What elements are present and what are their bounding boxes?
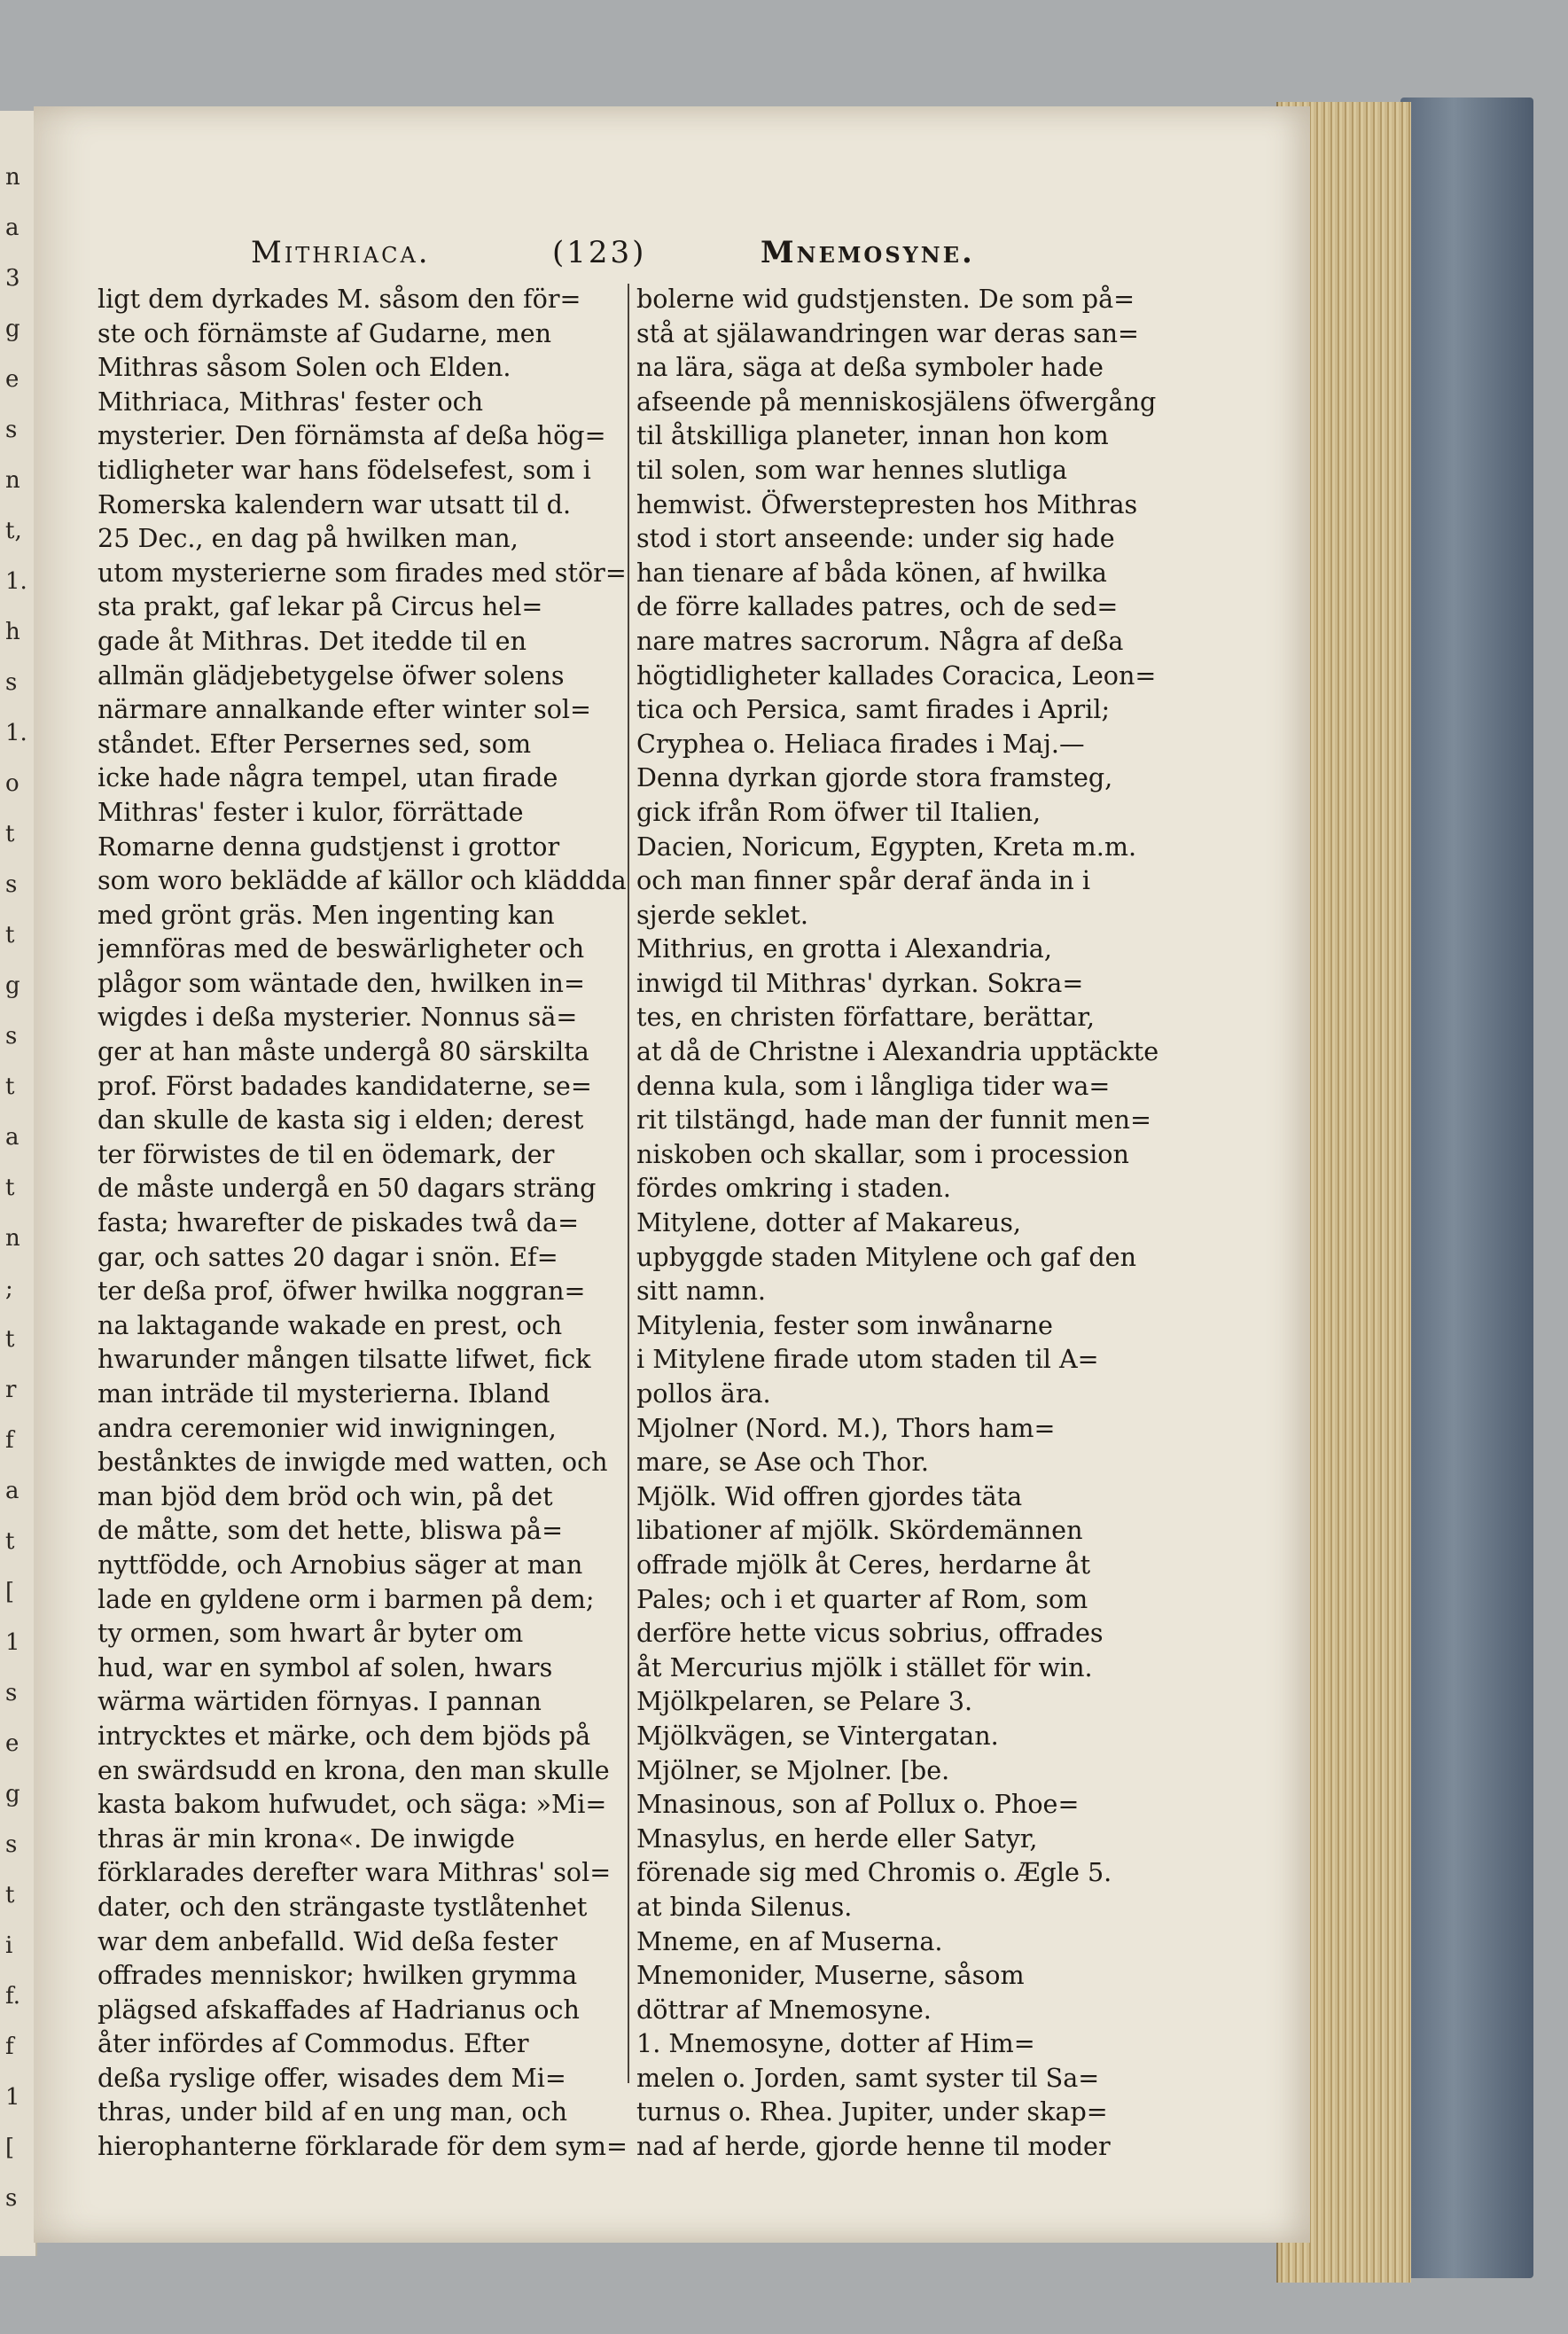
- text-line: dan skulle de kasta sig i elden; derest: [98, 1105, 584, 1136]
- margin-fragment: a: [5, 1478, 20, 1504]
- text-line: Mithras såsom Solen och Elden.: [98, 352, 511, 383]
- text-line: kasta bakom hufwudet, och säga: »Mi=: [98, 1789, 607, 1820]
- text-line: och man finner spår deraf ända in i: [636, 865, 1091, 896]
- header-right-word: Mnemosyne.: [761, 235, 975, 270]
- margin-fragment: s: [5, 871, 18, 898]
- book-page: [34, 106, 1310, 2243]
- text-line: Denna dyrkan gjorde stora framsteg,: [636, 762, 1113, 793]
- text-line: Pales; och i et quarter af Rom, som: [636, 1583, 1088, 1614]
- margin-fragment: a: [5, 1124, 20, 1151]
- text-line: närmare annalkande efter winter sol=: [98, 694, 592, 725]
- text-line: andra ceremonier wid inwigningen,: [98, 1412, 557, 1443]
- text-line: högtidligheter kallades Coracica, Leon=: [636, 660, 1157, 691]
- text-line: at då de Christne i Alexandria upptäckte: [636, 1036, 1159, 1067]
- text-line: upbyggde staden Mitylene och gaf den: [636, 1241, 1137, 1272]
- text-line: Mitylene, dotter af Makareus,: [636, 1207, 1022, 1238]
- text-line: mare, se Ase och Thor.: [636, 1447, 930, 1478]
- text-line: Mithriaca, Mithras' fester och: [98, 386, 484, 417]
- right-column: [636, 282, 1190, 2164]
- margin-fragment: t: [5, 1528, 15, 1555]
- text-line: åt Mercurius mjölk i stället för win.: [636, 1651, 1093, 1682]
- text-line: na lära, säga at deßa symboler hade: [636, 352, 1104, 383]
- text-line: Mnemonider, Muserne, såsom: [636, 1960, 1025, 1991]
- text-line: ste och förnämste af Gudarne, men: [98, 317, 552, 348]
- margin-fragment: t: [5, 1882, 15, 1909]
- text-line: til åtskilliga planeter, innan hon kom: [636, 420, 1109, 451]
- margin-fragment: s: [5, 669, 18, 696]
- header-left-word: Mithriaca.: [251, 235, 431, 270]
- text-line: Romerska kalendern war utsatt til d.: [98, 488, 572, 519]
- left-column: [98, 282, 629, 2164]
- text-line: ter deßa prof, öfwer hwilka noggran=: [98, 1276, 586, 1307]
- text-line: gick ifrån Rom öfwer til Italien,: [636, 796, 1041, 827]
- text-line: wärma wärtiden förnyas. I pannan: [98, 1686, 542, 1717]
- text-line: Mjölkvägen, se Vintergatan.: [636, 1720, 999, 1751]
- text-line: ståndet. Efter Persernes sed, som: [98, 728, 532, 759]
- text-line: utom mysterierne som firades med stör=: [98, 557, 627, 588]
- text-line: de förre kallades patres, och de sed=: [636, 591, 1119, 622]
- text-line: en swärdsudd en krona, den man skulle: [98, 1754, 610, 1785]
- margin-fragment: r: [5, 1377, 17, 1403]
- margin-fragment: 3: [5, 265, 20, 292]
- margin-fragment: f: [5, 1427, 14, 1454]
- text-line: plägsed afskaffades af Hadrianus och: [98, 1994, 580, 2025]
- text-line: stå at själawandringen war deras san=: [636, 317, 1139, 348]
- margin-fragment: t: [5, 1326, 15, 1353]
- text-line: prof. Först badades kandidaterne, se=: [98, 1070, 592, 1101]
- text-line: intrycktes et märke, och dem bjöds på: [98, 1720, 591, 1751]
- text-line: inwigd til Mithras' dyrkan. Sokra=: [636, 967, 1084, 998]
- margin-fragment: s: [5, 1831, 18, 1858]
- margin-fragment: 1: [5, 1629, 20, 1656]
- margin-fragment: t: [5, 1073, 15, 1100]
- text-line: i Mitylene firade utom staden til A=: [636, 1344, 1099, 1375]
- text-line: melen o. Jorden, samt syster til Sa=: [636, 2062, 1100, 2093]
- text-line: 25 Dec., en dag på hwilken man,: [98, 523, 519, 554]
- text-line: nyttfödde, och Arnobius säger at man: [98, 1549, 583, 1580]
- margin-fragment: f: [5, 2033, 14, 2060]
- text-line: 1. Mnemosyne, dotter af Him=: [636, 2028, 1035, 2059]
- margin-fragment: s: [5, 1680, 18, 1706]
- text-line: tes, en christen författare, berättar,: [636, 1002, 1096, 1033]
- margin-fragment: t: [5, 922, 15, 948]
- text-line: åter infördes af Commodus. Efter: [98, 2028, 529, 2059]
- text-line: jemnföras med de beswärligheter och: [98, 933, 585, 964]
- text-line: war dem anbefalld. Wid deßa fester: [98, 1925, 558, 1956]
- text-line: de måtte, som det hette, bliswa på=: [98, 1515, 564, 1546]
- previous-page-edge: [0, 111, 37, 2256]
- text-line: hud, war en symbol af solen, hwars: [98, 1651, 553, 1682]
- margin-fragment: f.: [5, 1983, 20, 2010]
- text-line: Mnasinous, son af Pollux o. Phoe=: [636, 1789, 1080, 1820]
- book-cover: [1400, 98, 1533, 2278]
- text-line: ligt dem dyrkades M. såsom den för=: [98, 284, 581, 314]
- margin-fragment: g: [5, 1781, 20, 1807]
- margin-fragment: s: [5, 1023, 18, 1050]
- text-line: wigdes i deßa mysterier. Nonnus sä=: [98, 1002, 578, 1033]
- text-line: förklarades derefter wara Mithras' sol=: [98, 1857, 612, 1888]
- text-line: nare matres sacrorum. Några af deßa: [636, 625, 1124, 656]
- text-line: ty ormen, som hwart år byter om: [98, 1618, 524, 1649]
- margin-fragment: t: [5, 1175, 15, 1201]
- text-line: gar, och sattes 20 dagar i snön. Ef=: [98, 1241, 558, 1272]
- text-line: med grönt gräs. Men ingenting kan: [98, 899, 555, 930]
- margin-fragment: t: [5, 821, 15, 847]
- text-line: lade en gyldene orm i barmen på dem;: [98, 1583, 595, 1614]
- text-line: hierophanterne förklarade för dem sym=: [98, 2131, 628, 2162]
- text-line: Cryphea o. Heliaca firades i Maj.—: [636, 728, 1085, 759]
- margin-fragment: s: [5, 417, 18, 443]
- text-line: han tienare af båda könen, af hwilka: [636, 557, 1107, 588]
- text-line: dater, och den strängaste tystlåtenhet: [98, 1891, 588, 1922]
- margin-fragment: s: [5, 2185, 18, 2212]
- margin-fragment: o: [5, 770, 20, 797]
- text-line: niskoben och skallar, som i procession: [636, 1138, 1129, 1169]
- text-line: Mjolner (Nord. M.), Thors ham=: [636, 1412, 1056, 1443]
- text-line: ger at han måste undergå 80 särskilta: [98, 1036, 589, 1067]
- text-line: turnus o. Rhea. Jupiter, under skap=: [636, 2096, 1108, 2127]
- margin-fragment: [: [5, 1579, 15, 1605]
- text-line: sta prakt, gaf lekar på Circus hel=: [98, 591, 543, 622]
- margin-fragment: g: [5, 972, 20, 999]
- text-line: de måste undergå en 50 dagars sträng: [98, 1173, 597, 1204]
- text-line: nad af herde, gjorde henne til moder: [636, 2131, 1111, 2162]
- text-line: ter förwistes de til en ödemark, der: [98, 1138, 555, 1169]
- text-line: bestånktes de inwigde med watten, och: [98, 1447, 608, 1478]
- text-line: man inträde til mysterierna. Ibland: [98, 1378, 550, 1409]
- margin-fragment: e: [5, 366, 20, 393]
- margin-fragment: g: [5, 316, 20, 342]
- text-line: bolerne wid gudstjensten. De som på=: [636, 284, 1135, 314]
- margin-fragment: n: [5, 1225, 20, 1252]
- text-line: som woro beklädde af källor och kläddda: [98, 865, 627, 896]
- text-line: Mithras' fester i kulor, förrättade: [98, 796, 524, 827]
- text-line: tidligheter war hans födelsefest, som i: [98, 454, 591, 485]
- text-line: Dacien, Noricum, Egypten, Kreta m.m.: [636, 831, 1137, 862]
- text-line: man bjöd dem bröd och win, på det: [98, 1480, 553, 1511]
- text-line: gade åt Mithras. Det itedde til en: [98, 625, 527, 656]
- text-line: Mjölkpelaren, se Pelare 3.: [636, 1686, 973, 1717]
- margin-fragment: a: [5, 215, 20, 241]
- margin-fragment: n: [5, 467, 20, 494]
- text-line: fasta; hwarefter de piskades twå da=: [98, 1207, 580, 1238]
- text-line: Mitylenia, fester som inwånarne: [636, 1309, 1053, 1340]
- text-line: Mnasylus, en herde eller Satyr,: [636, 1823, 1038, 1854]
- text-line: plågor som wäntade den, hwilken in=: [98, 967, 585, 998]
- margin-fragment: h: [5, 619, 20, 645]
- text-line: pollos ära.: [636, 1378, 771, 1409]
- text-line: Romarne denna gudstjenst i grottor: [98, 831, 560, 862]
- margin-fragment: i: [5, 1932, 13, 1959]
- text-line: libationer af mjölk. Skördemännen: [636, 1515, 1083, 1546]
- text-line: fördes omkring i staden.: [636, 1173, 951, 1204]
- margin-fragment: e: [5, 1730, 20, 1757]
- text-line: offrades menniskor; hwilken grymma: [98, 1960, 578, 1991]
- text-line: stod i stort anseende: under sig hade: [636, 523, 1115, 554]
- text-line: Mjölner, se Mjolner. [be.: [636, 1754, 950, 1785]
- text-line: sjerde seklet.: [636, 899, 809, 930]
- text-line: sitt namn.: [636, 1276, 766, 1307]
- text-line: thras är min krona«. De inwigde: [98, 1823, 515, 1854]
- text-line: Mneme, en af Muserna.: [636, 1925, 943, 1956]
- text-line: mysterier. Den förnämsta af deßa hög=: [98, 420, 606, 451]
- text-line: thras, under bild af en ung man, och: [98, 2096, 568, 2127]
- text-line: hemwist. Öfwerstepresten hos Mithras: [636, 488, 1138, 519]
- text-line: döttrar af Mnemosyne.: [636, 1994, 932, 2025]
- text-line: allmän glädjebetygelse öfwer solens: [98, 660, 565, 691]
- text-line: derföre hette vicus sobrius, offrades: [636, 1618, 1104, 1649]
- text-line: Mithrius, en grotta i Alexandria,: [636, 933, 1052, 964]
- margin-fragment: 1.: [5, 568, 27, 595]
- running-header: [34, 235, 1310, 288]
- text-line: na laktagande wakade en prest, och: [98, 1309, 563, 1340]
- margin-fragment: n: [5, 164, 20, 191]
- margin-fragment: ;: [5, 1276, 13, 1302]
- margin-fragment: t,: [5, 518, 22, 544]
- text-line: icke hade några tempel, utan firade: [98, 762, 558, 793]
- text-line: denna kula, som i långliga tider wa=: [636, 1070, 1111, 1101]
- text-line: hwarunder mången tilsatte lifwet, fick: [98, 1344, 591, 1375]
- text-line: deßa ryslige offer, wisades dem Mi=: [98, 2062, 566, 2093]
- text-line: förenade sig med Chromis o. Ægle 5.: [636, 1857, 1112, 1888]
- margin-fragment: 1.: [5, 720, 27, 746]
- page-number: (123): [552, 235, 647, 270]
- text-line: afseende på menniskosjälens öfwergång: [636, 386, 1157, 417]
- text-line: at binda Silenus.: [636, 1891, 853, 1922]
- margin-fragment: 1: [5, 2084, 20, 2111]
- text-line: Mjölk. Wid offren gjordes täta: [636, 1480, 1023, 1511]
- text-line: til solen, som war hennes slutliga: [636, 454, 1068, 485]
- margin-fragment: [: [5, 2135, 15, 2161]
- text-line: tica och Persica, samt firades i April;: [636, 694, 1111, 725]
- text-line: rit tilstängd, hade man der funnit men=: [636, 1105, 1151, 1136]
- text-line: offrade mjölk åt Ceres, herdarne åt: [636, 1549, 1091, 1580]
